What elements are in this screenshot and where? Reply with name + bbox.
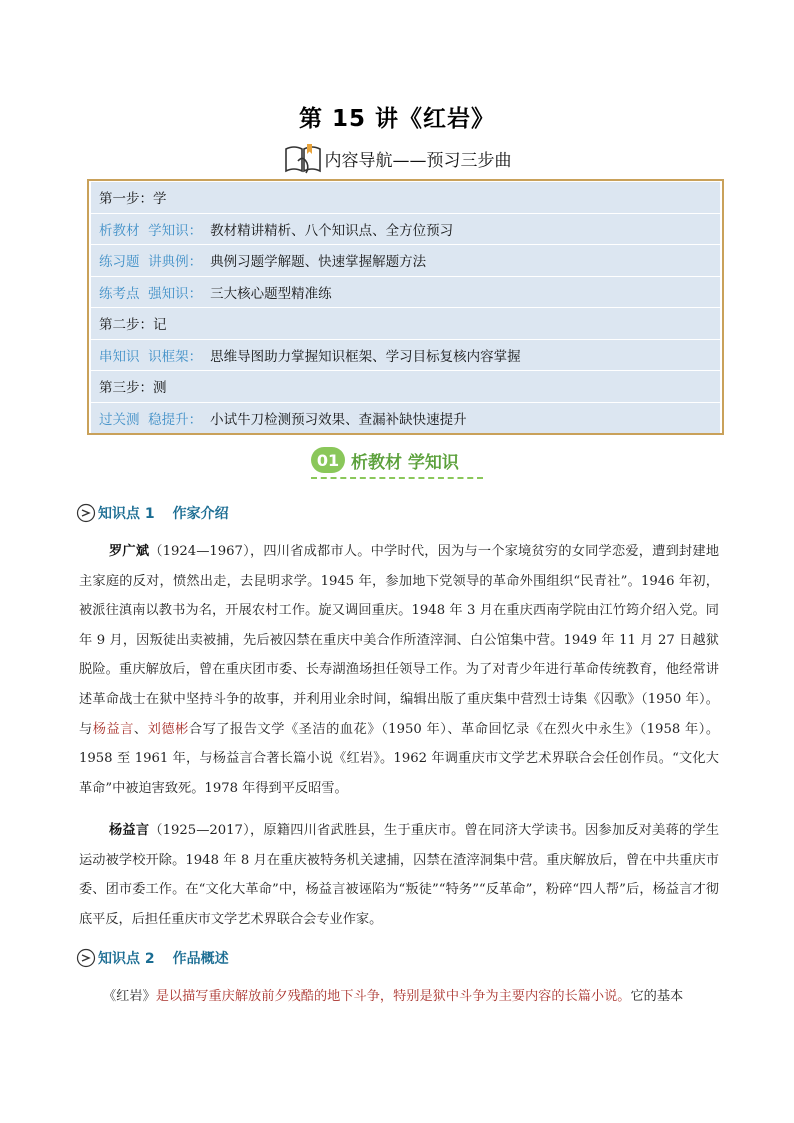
work-overview: 《红岩》是以描写重庆解放前夕残酷的地下斗争，特别是狱中斗争为主要内容的长篇小说。它的基本: [103, 989, 684, 1004]
knowledge-point-name: 作品概述: [172, 951, 229, 967]
step-item-tag: 过关测 稳提升：: [99, 411, 203, 428]
section-title: 析教材 学知识: [351, 452, 459, 473]
step-item-row: [91, 277, 720, 308]
step-item-row: [91, 340, 720, 371]
knowledge-point-label: 知识点 2: [98, 951, 155, 967]
author-name: 杨益言: [109, 823, 150, 838]
step-item-text: 典例习题学解题、快速掌握解题方法: [210, 254, 427, 271]
step-item-tag: 练考点 强知识：: [99, 285, 203, 302]
author-name: 罗广斌: [109, 544, 150, 559]
author-bio-yang: 杨益言（1925—2017），原籍四川省武胜县，生于重庆市。曾在同济大学读书。因参加反对美蒋的学生运动被学校开除。1948 年 8 月在重庆被特务机关逮捕，囚禁在渣滓洞集中营。重庆解放后，曾在中共重庆市委、团市委工作。在“文化大革命”中，杨益言被诬陷为“叛徒”“特务”“反革命”，粉碎“四人帮”后，杨益言才彻底平反，后担任重庆市文学艺术界联合会专业作家。: [79, 823, 720, 927]
knowledge-point-label: 知识点 1: [98, 506, 155, 522]
nav-heading-text: 内容导航——预习三步曲: [324, 150, 512, 171]
open-book-icon: [283, 141, 323, 175]
step-row: 第二步：记: [91, 308, 720, 339]
coauthor-name: 刘德彬: [147, 721, 189, 737]
step-item-text: 教材精讲精析、八个知识点、全方位预习: [210, 222, 454, 239]
page-title: 第 15 讲《红岩》: [298, 106, 496, 132]
step-item-tag: 析教材 学知识：: [99, 222, 203, 239]
author-bio-luo: 罗广斌（1924—1967），四川省成都市人。中学时代，因为与一个家境贫穷的女同学恋爱，遭到封建地主家庭的反对，愤然出走，去昆明求学。1945 年，参加地下党领导的革命外围组织“民青社”。1946 年初，被派往滇南以教书为名，开展农村工作。旋又调回重庆。1948 年 3 月在重庆西南学院由江竹筠介绍入党。同年 9 月，因叛徒出卖被捕，先后被囚禁在重庆中美合作所渣滓洞、白公馆集中营。1949 年 11 月 27 日越狱脱险。重庆解放后，曾在重庆团市委、长寿湖渔场担任领导工作。为了对青少年进行革命传统教育，他经常讲述革命战士在狱中坚持斗争的故事，并利用业余时间，编辑出版了重庆集中营烈士诗集《囚歌》（1950 年）。与杨益言、刘德彬合写了报告文学《圣洁的血花》（1950 年）、革命回忆录《在烈火中永生》（1958 年）。1958 至 1961 年，与杨益言合著长篇小说《红岩》。1962 年调重庆市文学艺术界联合会任创作员。“文化大革命”中被迫害致死。1978 年得到平反昭雪。: [79, 544, 720, 796]
step-item-text: 小试牛刀检测预习效果、查漏补缺快速提升: [210, 411, 467, 428]
step-item-row: [91, 214, 720, 245]
step-item-row: [91, 403, 720, 434]
step-row: 第一步：学: [91, 182, 720, 213]
circle-arrow-icon: [76, 948, 96, 968]
circle-arrow-icon: [76, 503, 96, 523]
knowledge-point-1-heading: [76, 503, 229, 523]
section-number-badge: 01: [311, 447, 345, 473]
section-header: [311, 447, 459, 473]
step-item-text: 三大核心题型精准练: [210, 285, 332, 302]
step-row: 第三步：测: [91, 371, 720, 402]
step-item-tag: 练习题 讲典例：: [99, 254, 203, 271]
steps-box: [87, 179, 724, 435]
knowledge-point-name: 作家介绍: [172, 506, 229, 522]
step-item-tag: 串知识 识框架：: [99, 348, 203, 365]
section-underline: [311, 477, 483, 479]
coauthor-name: 杨益言: [92, 721, 134, 737]
content-nav-heading: [0, 141, 794, 175]
step-item-row: [91, 245, 720, 276]
step-item-text: 思维导图助力掌握知识框架、学习目标复核内容掌握: [210, 348, 521, 365]
knowledge-point-2-heading: [76, 948, 229, 968]
